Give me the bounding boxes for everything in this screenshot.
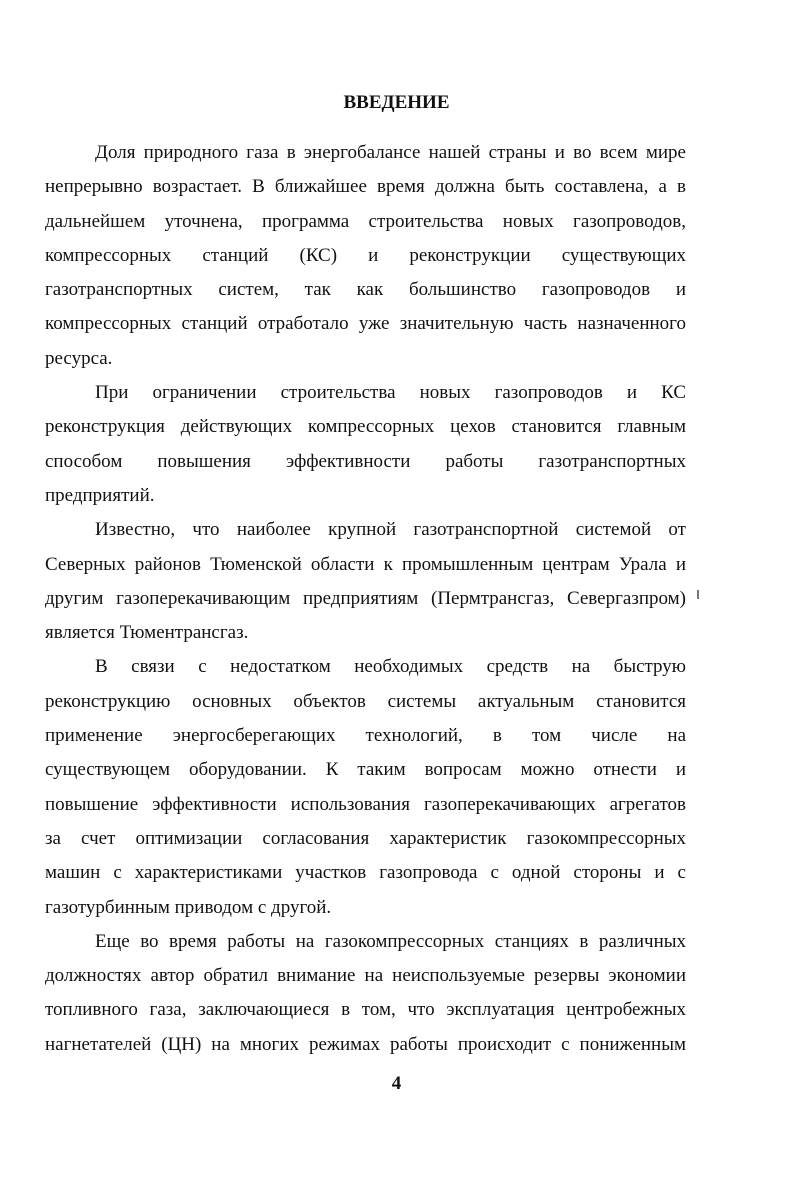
text-line: другим газоперекачивающим предприятиям (Пермтрансгаз, Севергазпром)	[45, 587, 686, 609]
text-line: применение энергосберегающих технологий, в том числе на	[45, 725, 686, 747]
scan-artifact	[697, 590, 699, 599]
text-line: за счет оптимизации согласования характеристик газокомпрессорных	[45, 827, 686, 849]
paragraph	[45, 136, 686, 376]
text-line: Еще во время работы на газокомпрессорных станциях в различных	[95, 930, 686, 952]
text-line: существующем оборудовании. К таким вопросам можно отнести и	[45, 759, 686, 781]
paragraph	[45, 513, 686, 650]
text-line: При ограничении строительства новых газопроводов и КС	[95, 382, 686, 404]
text-line: должностях автор обратил внимание на неиспользуемые резервы экономии	[45, 965, 686, 987]
text-line: машин с характеристиками участков газопровода с одной стороны и с	[45, 862, 686, 884]
text-line: реконструкцию основных объектов системы актуальным становится	[45, 690, 686, 712]
document-body	[45, 136, 686, 1062]
text-line: компрессорных станций (КС) и реконструкции существующих	[45, 244, 686, 266]
text-line: предприятий.	[45, 484, 155, 506]
text-line: способом повышения эффективности работы газотранспортных	[45, 450, 686, 472]
text-line: Доля природного газа в энергобалансе нашей страны и во всем мире	[95, 142, 686, 163]
text-line: непрерывно возрастает. В ближайшее время должна быть составлена, а в	[45, 176, 686, 198]
paragraph	[45, 376, 686, 513]
text-line: газотурбинным приводом с другой.	[45, 896, 332, 918]
text-line: Известно, что наиболее крупной газотранспортной системой от	[95, 519, 686, 541]
text-line: дальнейшем уточнена, программа строительства новых газопроводов,	[45, 210, 686, 232]
text-line: нагнетателей (ЦН) на многих режимах работы происходит с пониженным	[45, 1033, 686, 1055]
text-line: топливного газа, заключающиеся в том, что эксплуатация центробежных	[45, 999, 686, 1021]
text-line: ресурса.	[45, 347, 113, 369]
text-line: компрессорных станций отработало уже значительную часть назначенного	[45, 313, 686, 335]
text-line: В связи с недостатком необходимых средств на быструю	[95, 656, 686, 678]
text-line: газотранспортных систем, так как большинство газопроводов и	[45, 279, 686, 301]
paragraph	[45, 925, 686, 1062]
text-line: повышение эффективности использования газоперекачивающих агрегатов	[45, 793, 686, 815]
page-number: 4	[391, 1073, 402, 1094]
text-line: Северных районов Тюменской области к промышленным центрам Урала и	[45, 553, 686, 575]
text-line: является Тюментрансгаз.	[45, 622, 249, 644]
text-line: реконструкция действующих компрессорных цехов становится главным	[45, 416, 686, 438]
page-title: ВВЕДЕНИЕ	[343, 92, 450, 113]
paragraph	[45, 650, 686, 924]
